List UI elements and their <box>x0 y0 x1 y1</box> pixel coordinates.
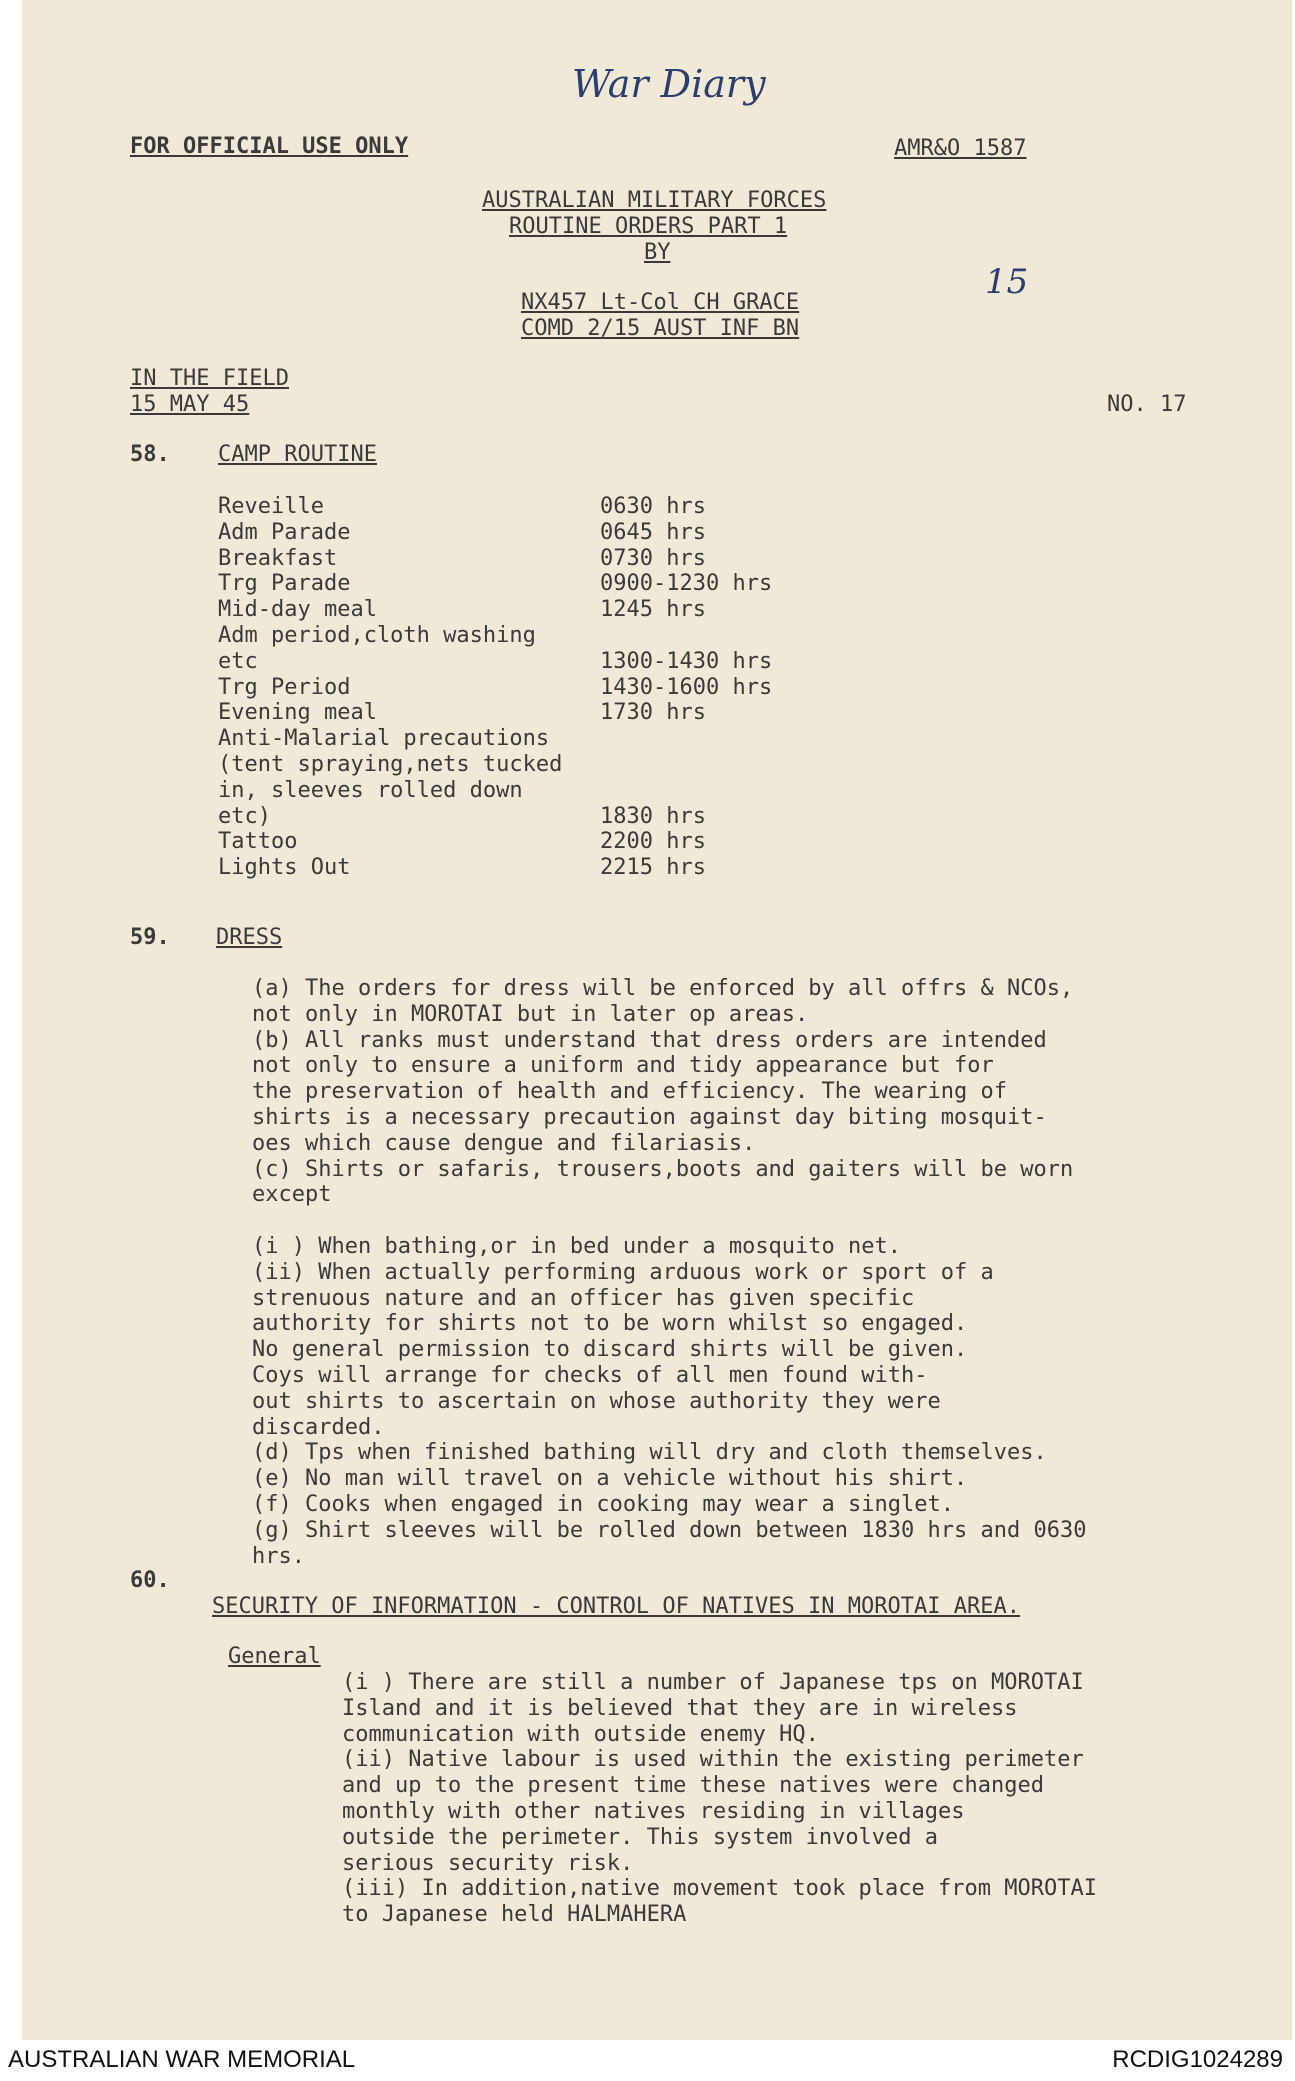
location-label: IN THE FIELD <box>130 366 289 391</box>
dress-line: (e) No man will travel on a vehicle without his shirt. <box>252 1466 968 1492</box>
dress-line: (a) The orders for dress will be enforced by all offrs & NCOs, <box>252 976 1074 1001</box>
commander-line-2: COMD 2/15 AUST INF BN <box>521 316 800 341</box>
dress-line: authority for shirts not to be worn whilst so engaged. <box>252 1311 968 1337</box>
routine-item: Mid-day meal <box>218 597 377 623</box>
routine-item: Tattoo <box>218 829 298 855</box>
security-line: to Japanese held HALMAHERA <box>342 1902 687 1928</box>
routine-time: 0630 hrs <box>600 494 706 519</box>
routine-time: 2200 hrs <box>600 829 706 855</box>
dress-line: (d) Tps when finished bathing will dry and cloth themselves. <box>252 1440 1047 1466</box>
dress-line: (ii) When actually performing arduous work or sport of a <box>252 1259 994 1285</box>
section-60-subhead: General <box>228 1644 321 1669</box>
security-line: (iii) In addition,native movement took place from MOROTAI <box>342 1876 1097 1902</box>
dress-line: out shirts to ascertain on whose authority they were <box>252 1388 941 1414</box>
dress-line: not only in MOROTAI but in later op areas. <box>252 1001 809 1027</box>
routine-item: etc) <box>218 803 271 829</box>
dress-line: shirts is a necessary precaution against day biting mosquit- <box>252 1105 1047 1130</box>
handwritten-title: War Diary <box>572 62 766 106</box>
routine-time: 1830 hrs <box>600 803 706 829</box>
routine-time: 1730 hrs <box>600 700 706 726</box>
section-59-number: 59. <box>130 925 170 950</box>
routine-time: 1300-1430 hrs <box>600 648 773 674</box>
document-page <box>22 0 1292 2040</box>
routine-time: 1430-1600 hrs <box>600 674 773 700</box>
dress-line: discarded. <box>252 1414 385 1440</box>
dress-line: (b) All ranks must understand that dress orders are intended <box>252 1027 1047 1053</box>
section-60-title: SECURITY OF INFORMATION - CONTROL OF NATIVES IN MOROTAI AREA. <box>212 1594 1020 1619</box>
routine-item: Evening meal <box>218 700 377 726</box>
dress-line: No general permission to discard shirts will be given. <box>252 1337 968 1363</box>
footer-archive-id: RCDIG1024289 <box>1112 2046 1283 2073</box>
routine-item: Lights Out <box>218 855 351 881</box>
routine-time: 0900-1230 hrs <box>600 571 773 597</box>
dress-line: except <box>252 1182 332 1208</box>
routine-item: (tent spraying,nets tucked <box>218 752 563 777</box>
commander-line-1: NX457 Lt-Col CH GRACE <box>521 290 800 315</box>
dress-line: hrs. <box>252 1543 305 1569</box>
routine-item: etc <box>218 648 258 674</box>
dress-line: the preservation of health and efficiency. The wearing of <box>252 1079 1007 1105</box>
routine-item: Reveille <box>218 494 324 519</box>
security-line: communication with outside enemy HQ. <box>342 1721 819 1747</box>
dress-line: not only to ensure a uniform and tidy appearance but for <box>252 1053 994 1079</box>
routine-item: Adm period,cloth washing <box>218 623 536 648</box>
routine-time: 1245 hrs <box>600 597 706 623</box>
org-line-1: AUSTRALIAN MILITARY FORCES <box>482 188 827 213</box>
classification-label: FOR OFFICIAL USE ONLY <box>130 134 409 159</box>
security-line: (i ) There are still a number of Japanese tps on MOROTAI <box>342 1670 1084 1695</box>
dress-line: oes which cause dengue and filariasis. <box>252 1130 756 1156</box>
section-58-number: 58. <box>130 442 170 467</box>
routine-item: in, sleeves rolled down <box>218 777 523 803</box>
security-line: Island and it is believed that they are in wireless <box>342 1695 1018 1721</box>
reference-number: AMR&O 1587 <box>894 136 1027 161</box>
routine-item: Trg Period <box>218 674 351 700</box>
dress-line: (f) Cooks when engaged in cooking may wear a singlet. <box>252 1492 954 1517</box>
dress-line: (g) Shirt sleeves will be rolled down between 1830 hrs and 0630 <box>252 1517 1087 1543</box>
dress-line: strenuous nature and an officer has given specific <box>252 1285 915 1311</box>
routine-time: 2215 hrs <box>600 855 706 881</box>
section-60-number: 60. <box>130 1568 170 1593</box>
dress-line: Coys will arrange for checks of all men found with- <box>252 1363 928 1388</box>
security-line: monthly with other natives residing in villages <box>342 1799 965 1824</box>
org-line-3: BY <box>644 240 671 265</box>
security-line: and up to the present time these natives were changed <box>342 1773 1044 1799</box>
routine-item: Adm Parade <box>218 519 351 545</box>
routine-item: Breakfast <box>218 545 338 571</box>
security-line: outside the perimeter. This system involved a <box>342 1824 939 1850</box>
org-line-2: ROUTINE ORDERS PART 1 <box>509 214 788 239</box>
section-59-title: DRESS <box>216 925 283 950</box>
dress-line: (c) Shirts or safaris, trousers,boots and gaiters will be worn <box>252 1156 1074 1182</box>
order-number: NO. 17 <box>1107 392 1187 417</box>
order-date: 15 MAY 45 <box>130 392 250 417</box>
footer-archive-name: AUSTRALIAN WAR MEMORIAL <box>8 2046 356 2073</box>
security-line: serious security risk. <box>342 1850 634 1876</box>
dress-line: (i ) When bathing,or in bed under a mosquito net. <box>252 1234 902 1259</box>
routine-time: 0730 hrs <box>600 545 706 571</box>
routine-item: Anti-Malarial precautions <box>218 726 550 752</box>
routine-time: 0645 hrs <box>600 519 706 545</box>
handwritten-number: 15 <box>985 262 1029 302</box>
routine-item: Trg Parade <box>218 571 351 597</box>
section-58-title: CAMP ROUTINE <box>218 442 377 467</box>
security-line: (ii) Native labour is used within the existing perimeter <box>342 1747 1084 1773</box>
